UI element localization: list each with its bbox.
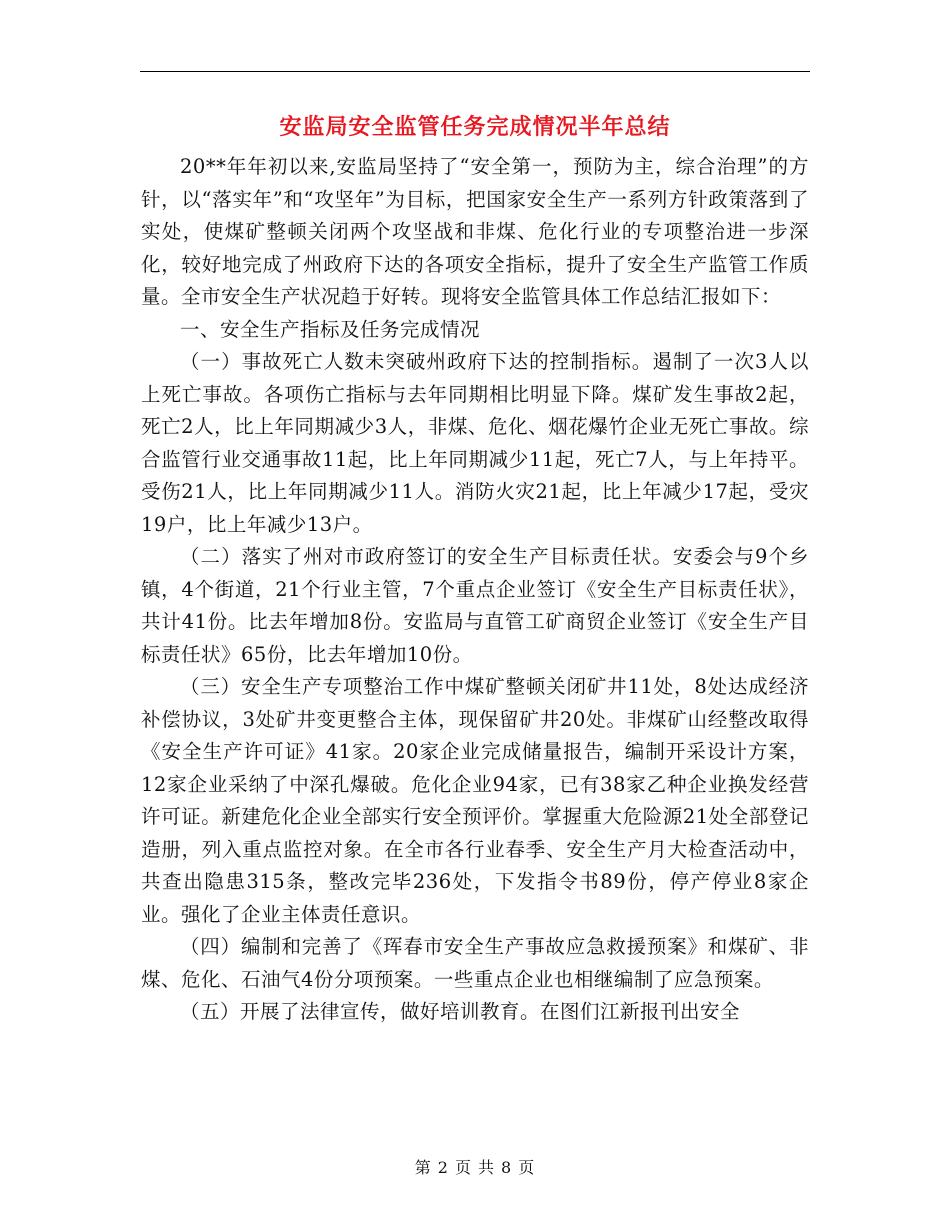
footer-ye2: 页 bbox=[518, 1158, 536, 1177]
document-title: 安监局安全监管任务完成情况半年总结 bbox=[279, 115, 671, 140]
footer-ye: 页 bbox=[454, 1158, 472, 1177]
paragraph-intro: 20**年年初以来,安监局坚持了“安全第一，预防为主，综合治理”的方针，以“落实年”和“攻坚年”为目标，把国家安全生产一系列方针政策落到了实处，使煤矿整顿关闭两个攻坚战和非煤、危化行业的专项整治进一步深化，较好地完成了州政府下达的各项安全指标，提升了安全生产监管工作质量。全市安全生产状况趋于好转。现将安全监管具体工作总结汇报如下： bbox=[141, 155, 809, 308]
header-rule bbox=[140, 71, 810, 72]
paragraph-item-4: （四）编制和完善了《珲春市安全生产事故应急救援预案》和煤矿、非煤、危化、石油气4份分项预案。一些重点企业也相继编制了应急预案。 bbox=[141, 935, 809, 991]
paragraph-item-3: （三）安全生产专项整治工作中煤矿整顿关闭矿井11处，8处达成经济补偿协议，3处矿井变更整合主体，现保留矿井20处。非煤矿山经整改取得《安全生产许可证》41家。20家企业完成储量报告，编制开采设计方案，12家企业采纳了中深孔爆破。危化企业94家，已有38家乙种企业换发经营许可证。新建危化企业全部实行安全预评价。掌握重大危险源21处全部登记造册，列入重点监控对象。在全市各行业春季、安全生产月大检查活动中，共查出隐患315条，整改完毕236处，下发指令书89份，停产停业8家企业。强化了企业主体责任意识。 bbox=[141, 675, 809, 926]
total-pages: 8 bbox=[501, 1158, 513, 1177]
paragraph-item-2: （二）落实了州对市政府签订的安全生产目标责任状。安委会与9个乡镇，4个街道，21个行业主管，7个重点企业签订《安全生产目标责任状》，共计41份。比去年增加8份。安监局与直管工矿商贸企业签订《安全生产目标责任状》65份，比去年增加10份。 bbox=[141, 545, 809, 666]
footer-gong: 共 bbox=[478, 1158, 496, 1177]
paragraph-item-1: （一）事故死亡人数未突破州政府下达的控制指标。遏制了一次3人以上死亡事故。各项伤亡指标与去年同期相比明显下降。煤矿发生事故2起，死亡2人，比上年同期减少3人，非煤、危化、烟花爆竹企业无死亡事故。综合监管行业交通事故11起，比上年同期减少11起，死亡7人，与上年持平。受伤21人，比上年同期减少11人。消防火灾21起，比上年减少17起，受灾19户，比上年减少13户。 bbox=[141, 350, 809, 536]
document-body bbox=[141, 151, 809, 1029]
section-heading: 一、安全生产指标及任务完成情况 bbox=[180, 317, 481, 341]
page-number: 2 bbox=[437, 1158, 449, 1177]
footer-di: 第 bbox=[414, 1158, 432, 1177]
paragraph-item-5: （五）开展了法律宣传，做好培训教育。在图们江新报刊出安全 bbox=[180, 1000, 741, 1023]
page-footer bbox=[140, 1155, 810, 1178]
